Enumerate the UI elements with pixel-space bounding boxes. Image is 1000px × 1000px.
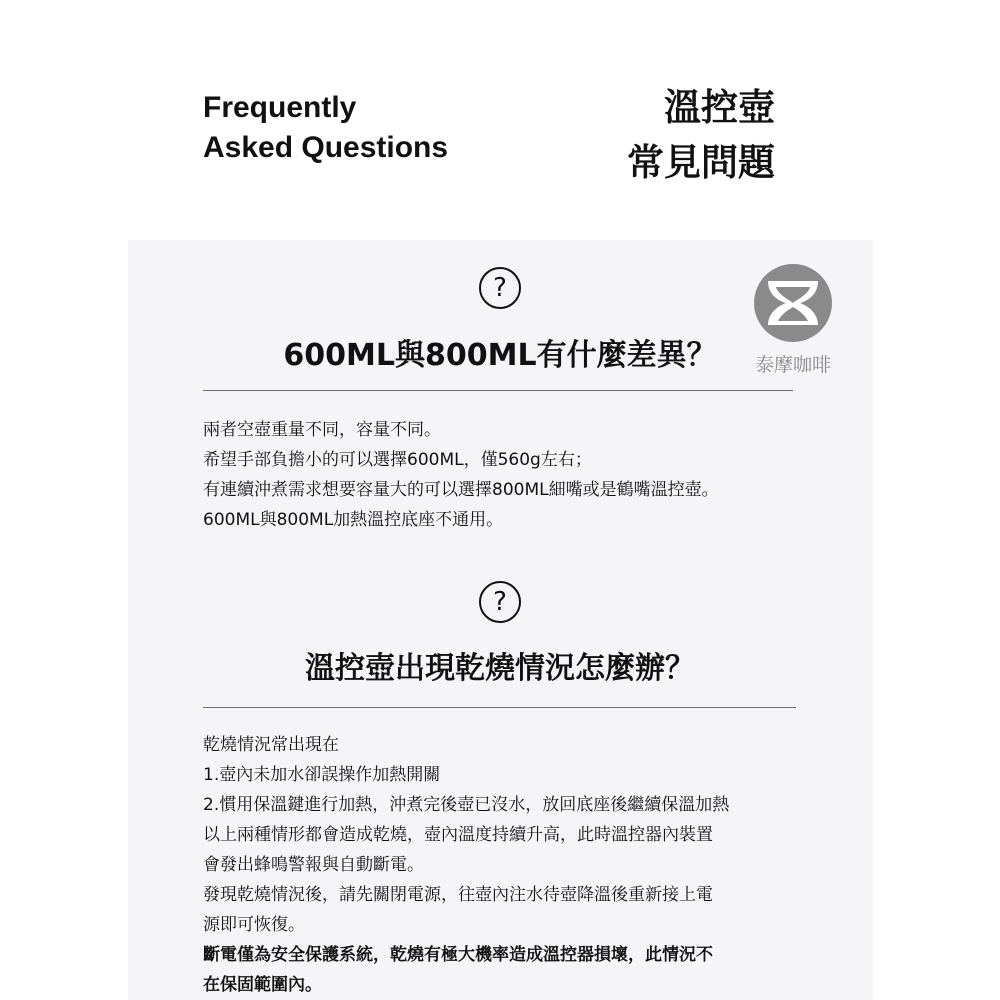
answer-warning-line: 斷電僅為安全保護系統，乾燒有極大機率造成溫控器損壞，此情況不 (203, 945, 713, 965)
answer-line: 1.壺內未加水卻誤操作加熱開關 (203, 765, 441, 785)
brand-logo-text: 泰摩咖啡 (754, 354, 831, 376)
header-en-line1: Frequently (203, 91, 357, 124)
answer-line: 乾燒情況常出現在 (203, 735, 339, 755)
answer-line: 以上兩種情形都會造成乾燒，壺內溫度持續升高，此時溫控器內裝置 (203, 825, 713, 845)
header-en-line2: Asked Questions (203, 131, 449, 164)
answer-line: 發現乾燒情況後，請先關閉電源，往壺內注水待壺降溫後重新接上電 (203, 885, 713, 905)
faq-question-1: 600ML與800ML有什麼差異？ (283, 338, 717, 373)
answer-line: 希望手部負擔小的可以選擇600ML，僅560g左右； (203, 450, 592, 470)
question-icon: ? (479, 581, 521, 623)
header-chinese-title (627, 80, 775, 190)
answer-line: 有連續沖煮需求想要容量大的可以選擇800ML細嘴或是鶴嘴溫控壺。 (203, 480, 719, 500)
answer-line: 會發出蜂鳴警報與自動斷電。 (203, 855, 424, 875)
answer-line: 600ML與800ML加熱溫控底座不通用。 (203, 510, 504, 530)
answer-line: 兩者空壺重量不同，容量不同。 (203, 420, 441, 440)
divider (203, 390, 793, 391)
header-english-title (203, 88, 448, 168)
header-zh-line1: 溫控壺 (664, 86, 775, 129)
header-zh-line2: 常見問題 (627, 141, 775, 184)
answer-warning-line: 在保固範圍內。 (203, 975, 322, 995)
answer-line: 2.慣用保溫鍵進行加熱，沖煮完後壺已沒水，放回底座後繼續保溫加熱 (203, 795, 730, 815)
answer-line: 源即可恢復。 (203, 915, 305, 935)
faq-answer-1 (203, 415, 813, 535)
divider (203, 707, 796, 708)
question-icon: ? (479, 267, 521, 309)
faq-answer-2 (203, 730, 813, 1000)
faq-question-2: 溫控壺出現乾燒情況怎麼辦？ (305, 651, 695, 686)
